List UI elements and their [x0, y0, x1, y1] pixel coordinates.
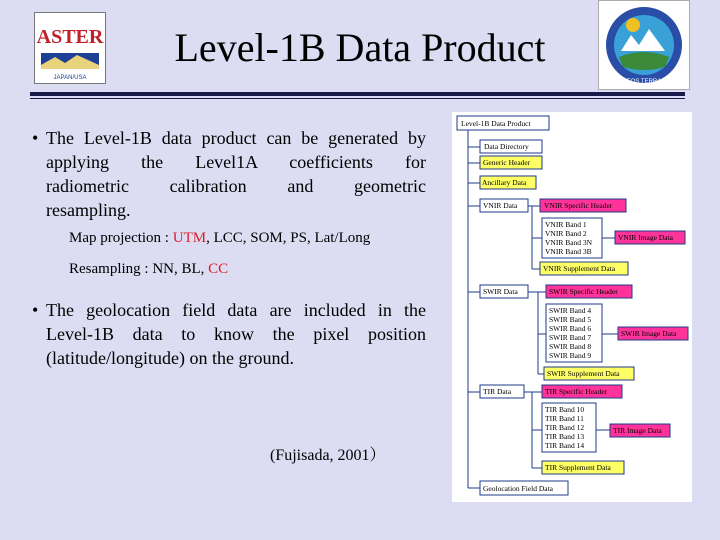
bullet-calibration: [32, 126, 426, 222]
node-tir-supplement-data: TIR Supplement Data: [545, 463, 611, 472]
node-swir-band: SWIR Band 4: [549, 306, 592, 315]
terra-logo: [598, 0, 690, 90]
node-vnir-band: VNIR Band 3B: [545, 247, 592, 256]
map-projection-highlight: UTM: [172, 230, 207, 246]
svg-text:ASTER: ASTER: [36, 26, 104, 48]
node-swir-band: SWIR Band 6: [549, 324, 592, 333]
node-swir-supplement-data: SWIR Supplement Data: [547, 369, 620, 378]
node-swir-band: SWIR Band 5: [549, 315, 592, 324]
svg-text:EOS TERRA: EOS TERRA: [626, 79, 662, 85]
node-swir-image-data: SWIR Image Data: [621, 329, 677, 338]
citation: (Fujisada, 2001）: [270, 447, 386, 464]
bullet-geolocation: [32, 298, 426, 370]
map-projection-label: Map projection :: [69, 230, 173, 246]
node-tir-band: TIR Band 11: [545, 414, 584, 423]
node-vnir-supplement-data: VNIR Supplement Data: [543, 264, 616, 273]
node-swir-data: SWIR Data: [483, 287, 518, 296]
node-tir-data: TIR Data: [483, 387, 512, 396]
node-ancillary-data: Ancillary Data: [482, 178, 527, 187]
node-vnir-data: VNIR Data: [483, 201, 518, 210]
title-divider: [30, 92, 685, 96]
node-vnir-band: VNIR Band 1: [545, 220, 587, 229]
bullet-line: (latitude/longitude) on the ground.: [46, 348, 294, 368]
resampling-highlight: CC: [208, 261, 229, 277]
bullet-glyph: •: [32, 300, 39, 320]
node-tir-band: TIR Band 14: [545, 441, 585, 450]
node-swir-specific-header: SWIR Specific Header: [549, 287, 618, 296]
node-tir-band: TIR Band 13: [545, 432, 585, 441]
node-tir-image-data: TIR Image Data: [613, 426, 662, 435]
node-tir-band: TIR Band 12: [545, 423, 585, 432]
node-swir-band: SWIR Band 8: [549, 342, 592, 351]
resampling-label: Resampling : NN, BL,: [69, 261, 209, 277]
node-tir-specific-header: TIR Specific Header: [545, 387, 608, 396]
node-swir-band: SWIR Band 9: [549, 351, 592, 360]
bullet-line: applying the Level1A coefficients for: [46, 152, 426, 172]
bullet-glyph: •: [32, 128, 39, 148]
map-projection-line: [69, 230, 370, 247]
node-data-directory: Data Directory: [484, 142, 529, 151]
svg-text:JAPAN/USA: JAPAN/USA: [53, 75, 87, 81]
map-projection-rest: , LCC, SOM, PS, Lat/Long: [206, 230, 371, 246]
node-geolocation-field-data: Geolocation Field Data: [483, 484, 553, 493]
bullet-line: resampling.: [46, 200, 131, 220]
node-vnir-band: VNIR Band 2: [545, 229, 587, 238]
bullet-line: radiometric calibration and geometric: [46, 176, 426, 196]
node-vnir-specific-header: VNIR Specific Header: [544, 201, 613, 210]
title-divider-thin: [30, 98, 685, 99]
node-vnir-band: VNIR Band 3N: [545, 238, 593, 247]
node-vnir-image-data: VNIR Image Data: [618, 233, 673, 242]
aster-logo: [34, 12, 106, 84]
bullet-line: The geolocation field data are included in the: [46, 300, 426, 320]
node-generic-header: Generic Header: [483, 158, 531, 167]
slide-title: Level-1B Data Product: [174, 25, 546, 70]
resampling-line: [69, 261, 228, 278]
node-tir-band: TIR Band 10: [545, 405, 585, 414]
root-node: Level-1B Data Product: [461, 119, 531, 128]
bullet-line: The Level-1B data product can be generated by: [46, 128, 426, 148]
node-swir-band: SWIR Band 7: [549, 333, 592, 342]
data-structure-diagram: [452, 112, 692, 502]
bullet-line: Level-1B data to know the pixel position: [46, 324, 426, 344]
